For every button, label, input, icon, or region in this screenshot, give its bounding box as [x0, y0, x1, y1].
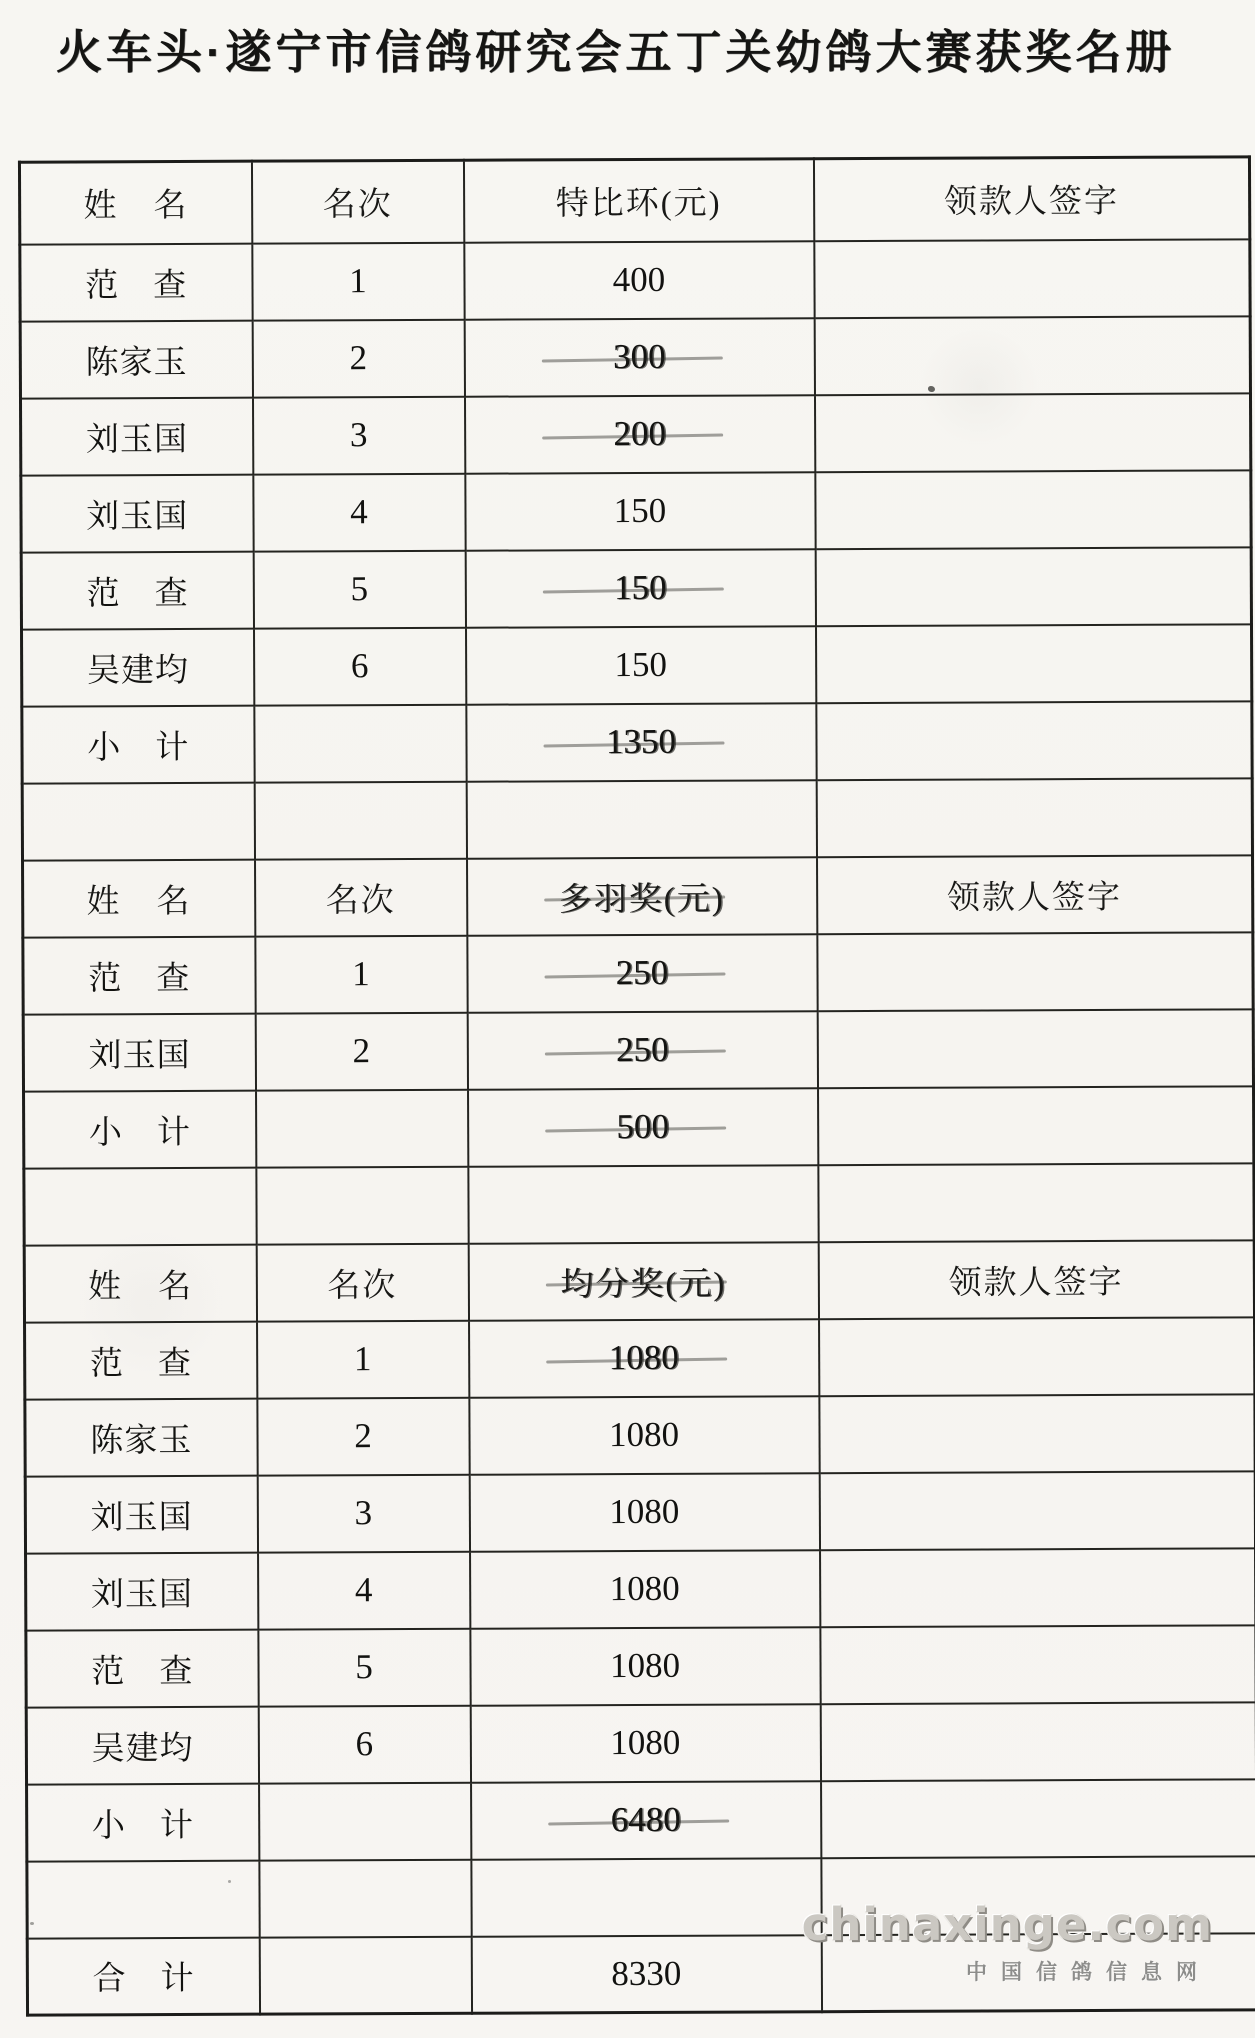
- amount-cell: 1080: [469, 1396, 819, 1475]
- signature-cell: [817, 1009, 1253, 1088]
- table-row: [21, 547, 1251, 629]
- name-cell: 陈家玉: [25, 1398, 257, 1476]
- signature-cell: [816, 778, 1252, 857]
- table-row: [26, 1548, 1255, 1630]
- amount-cell: 300: [464, 318, 814, 397]
- amount-cell: 250: [467, 934, 817, 1013]
- scan-speck: [928, 386, 935, 392]
- signature-cell: [819, 1394, 1255, 1473]
- signature-cell: [820, 1702, 1255, 1781]
- rank-cell: 1: [257, 1320, 469, 1398]
- signature-cell: [821, 1933, 1255, 2012]
- column-header-name: 姓 名: [24, 1244, 256, 1322]
- signature-cell: [815, 470, 1251, 549]
- amount-cell: 8330: [471, 1935, 821, 2014]
- rank-cell: 5: [253, 550, 465, 628]
- name-cell: 吴建均: [26, 1706, 258, 1784]
- rank-cell: 6: [253, 627, 465, 705]
- column-header-amount: 均分奖(元): [468, 1242, 818, 1321]
- award-roster-table: [18, 155, 1255, 2016]
- table-row: [23, 932, 1253, 1014]
- amount-cell: 1080: [469, 1473, 819, 1552]
- name-cell: 范 查: [25, 1321, 257, 1399]
- name-cell: 刘玉国: [25, 1475, 257, 1553]
- amount-cell: 200: [464, 395, 814, 474]
- table-row: [20, 393, 1250, 475]
- name-cell: 范 查: [21, 551, 253, 629]
- signature-cell: [818, 1163, 1254, 1242]
- amount-cell: [471, 1858, 821, 1937]
- scan-speck: [228, 1880, 231, 1883]
- table-row: [26, 1625, 1255, 1707]
- name-cell: 刘玉国: [26, 1552, 258, 1630]
- table-row: [27, 1779, 1255, 1861]
- name-cell: 刘玉国: [23, 1013, 255, 1091]
- page-title: 火车头·遂宁市信鸽研究会五丁关幼鸽大赛获奖名册: [56, 26, 1176, 78]
- name-cell: [27, 1860, 259, 1938]
- signature-cell: [814, 239, 1250, 318]
- amount-cell: [466, 780, 816, 859]
- name-cell: 陈家玉: [20, 320, 252, 398]
- name-cell: 范 查: [20, 243, 252, 321]
- rank-cell: [259, 1859, 471, 1937]
- signature-cell: [821, 1779, 1255, 1858]
- rank-cell: [254, 781, 466, 859]
- rank-cell: [256, 1166, 468, 1244]
- signature-cell: [815, 547, 1251, 626]
- rank-cell: 3: [257, 1474, 469, 1552]
- watermark-site-logo: chinaxinge.com: [801, 1898, 1213, 1951]
- signature-cell: [814, 393, 1250, 472]
- column-header-rank: 名次: [256, 1243, 468, 1321]
- name-cell: 范 查: [26, 1629, 258, 1707]
- amount-cell: 6480: [471, 1781, 821, 1860]
- table-row: [20, 316, 1250, 398]
- name-cell: 吴建均: [22, 628, 254, 706]
- signature-cell: [820, 1548, 1255, 1627]
- scan-speck: [30, 1922, 34, 1925]
- signature-cell: [814, 316, 1250, 395]
- rank-cell: 2: [255, 1012, 467, 1090]
- rank-cell: 2: [257, 1397, 469, 1475]
- column-header-name: 姓 名: [19, 161, 251, 244]
- name-cell: [22, 782, 254, 860]
- amount-cell: 150: [465, 626, 815, 705]
- rank-cell: 1: [252, 242, 464, 320]
- signature-cell: [820, 1625, 1255, 1704]
- table-row: [22, 701, 1252, 783]
- table-row: [26, 1702, 1255, 1784]
- amount-cell: 500: [468, 1088, 818, 1167]
- table-row: [24, 1086, 1254, 1168]
- column-header-signature: 领款人签字: [813, 157, 1249, 241]
- table-row: [25, 1317, 1255, 1399]
- table-row: [27, 1933, 1255, 2015]
- rank-cell: 3: [252, 396, 464, 474]
- signature-cell: [821, 1856, 1255, 1935]
- header-row: [24, 1240, 1254, 1322]
- rank-cell: 5: [258, 1628, 470, 1706]
- column-header-rank: 名次: [255, 858, 467, 936]
- column-header-signature: 领款人签字: [818, 1240, 1254, 1319]
- amount-cell: 150: [465, 549, 815, 628]
- table-row: [27, 1856, 1255, 1938]
- column-header-amount: 特比环(元): [463, 159, 813, 243]
- table-row: [20, 239, 1250, 321]
- name-cell: [24, 1167, 256, 1245]
- rank-cell: 2: [252, 319, 464, 397]
- table-row: [24, 1163, 1254, 1245]
- watermark-caption: 中国信鸽信息网: [966, 1960, 1211, 1984]
- rank-cell: 4: [258, 1551, 470, 1629]
- rank-cell: 6: [258, 1705, 470, 1783]
- amount-cell: 150: [465, 472, 815, 551]
- table-row: [21, 470, 1251, 552]
- signature-cell: [819, 1317, 1255, 1396]
- name-cell: 刘玉国: [20, 397, 252, 475]
- signature-cell: [815, 624, 1251, 703]
- header-row: [23, 855, 1253, 937]
- signature-cell: [816, 701, 1252, 780]
- name-cell: 合 计: [27, 1937, 259, 2015]
- table-row: [22, 624, 1252, 706]
- column-header-name: 姓 名: [23, 859, 255, 937]
- signature-cell: [819, 1471, 1255, 1550]
- rank-cell: 1: [255, 935, 467, 1013]
- name-cell: 小 计: [22, 705, 254, 783]
- amount-cell: 1080: [470, 1704, 820, 1783]
- rank-cell: [256, 1089, 468, 1167]
- amount-cell: 1350: [466, 703, 816, 782]
- signature-cell: [817, 932, 1253, 1011]
- rank-cell: 4: [253, 473, 465, 551]
- amount-cell: 250: [467, 1011, 817, 1090]
- table-row: [23, 1009, 1253, 1091]
- name-cell: 小 计: [27, 1783, 259, 1861]
- table-row: [25, 1394, 1255, 1476]
- name-cell: 小 计: [24, 1090, 256, 1168]
- table-row: [22, 778, 1252, 860]
- column-header-rank: 名次: [251, 160, 463, 243]
- amount-cell: 1080: [470, 1550, 820, 1629]
- name-cell: 范 查: [23, 936, 255, 1014]
- rank-cell: [254, 704, 466, 782]
- amount-cell: 1080: [469, 1319, 819, 1398]
- column-header-amount: 多羽奖(元): [467, 857, 817, 936]
- signature-cell: [818, 1086, 1254, 1165]
- table-row: [25, 1471, 1255, 1553]
- header-row: [19, 157, 1249, 244]
- column-header-signature: 领款人签字: [817, 855, 1253, 934]
- rank-cell: [259, 1936, 471, 2014]
- amount-cell: 1080: [470, 1627, 820, 1706]
- name-cell: 刘玉国: [21, 474, 253, 552]
- amount-cell: [468, 1165, 818, 1244]
- rank-cell: [259, 1782, 471, 1860]
- amount-cell: 400: [464, 241, 814, 320]
